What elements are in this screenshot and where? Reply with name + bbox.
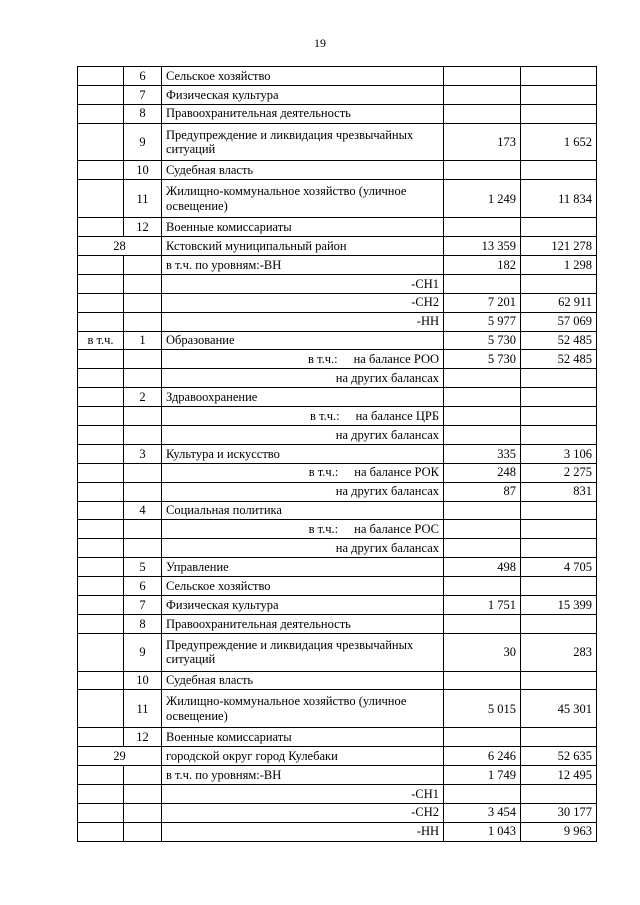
row-label: -ВН (259, 257, 282, 272)
code-cell (124, 784, 162, 803)
name-cell (162, 482, 444, 501)
table-row (78, 595, 597, 614)
row-prefix: в т.ч.: (308, 465, 339, 480)
name-cell (162, 123, 444, 161)
row-label: -ВН (259, 767, 282, 782)
value-cell-2: 9 963 (521, 822, 597, 841)
table-row (78, 85, 597, 104)
row-label: Военные комиссариаты (166, 729, 292, 744)
row-number-cell: 28 (78, 237, 162, 256)
value-cell-2: 11 834 (521, 180, 597, 218)
value-cell-2: 1 298 (521, 255, 597, 274)
value-cell-2 (521, 67, 597, 86)
name-cell (162, 237, 444, 256)
table-row (78, 312, 597, 331)
table-row (78, 255, 597, 274)
value-cell-2 (521, 520, 597, 539)
code-cell: 11 (124, 690, 162, 728)
name-cell (162, 671, 444, 690)
value-cell-1: 5 730 (444, 350, 521, 369)
value-cell-1: 1 751 (444, 595, 521, 614)
row-label: на других балансах (335, 427, 439, 442)
name-cell (162, 350, 444, 369)
value-cell-1 (444, 388, 521, 407)
value-cell-2 (521, 388, 597, 407)
code-cell: 10 (124, 671, 162, 690)
row-label: Правоохранительная деятельность (166, 106, 351, 121)
row-number-cell (78, 369, 124, 388)
name-cell (162, 104, 444, 123)
code-cell (124, 312, 162, 331)
code-cell: 5 (124, 558, 162, 577)
row-label: Жилищно-коммунальное хозяйство (уличное освещение) (166, 184, 407, 213)
value-cell-2: 12 495 (521, 766, 597, 785)
code-cell: 6 (124, 67, 162, 86)
value-cell-2: 57 069 (521, 312, 597, 331)
table-row (78, 407, 597, 426)
table-row (78, 728, 597, 747)
value-cell-2 (521, 85, 597, 104)
name-cell (162, 463, 444, 482)
code-cell: 9 (124, 633, 162, 671)
name-cell (162, 312, 444, 331)
row-number-cell (78, 218, 124, 237)
row-prefix: в т.ч.: (308, 522, 339, 537)
table-row (78, 331, 597, 350)
row-number-cell (78, 104, 124, 123)
table-row (78, 803, 597, 822)
row-prefix: в т.ч.: (308, 352, 338, 367)
row-number-cell (78, 274, 124, 293)
row-label: -СН1 (411, 786, 439, 801)
row-number-cell (78, 803, 124, 822)
name-cell (162, 747, 444, 766)
table-row (78, 104, 597, 123)
value-cell-1: 5 015 (444, 690, 521, 728)
table-row (78, 161, 597, 180)
table-body (78, 67, 597, 842)
name-cell (162, 539, 444, 558)
row-label: на балансе РОО (353, 352, 439, 367)
row-label: -НН (416, 824, 439, 839)
row-prefix: в т.ч.: (310, 408, 340, 423)
code-cell (124, 539, 162, 558)
name-cell (162, 595, 444, 614)
table-row (78, 293, 597, 312)
name-cell (162, 822, 444, 841)
row-number-cell (78, 180, 124, 218)
balance-line (166, 522, 439, 537)
row-label: Образование (166, 333, 235, 348)
value-cell-1 (444, 407, 521, 426)
table-row (78, 123, 597, 161)
code-cell (124, 482, 162, 501)
name-cell (162, 218, 444, 237)
row-label: Жилищно-коммунальное хозяйство (уличное освещение) (166, 694, 407, 723)
code-cell (124, 766, 162, 785)
value-cell-1 (444, 520, 521, 539)
table-row (78, 614, 597, 633)
name-cell (162, 255, 444, 274)
code-cell (124, 425, 162, 444)
value-cell-1: 182 (444, 255, 521, 274)
table-row (78, 747, 597, 766)
value-cell-2 (521, 577, 597, 596)
value-cell-1: 1 249 (444, 180, 521, 218)
name-cell (162, 161, 444, 180)
budget-table (77, 66, 597, 842)
row-label: на других балансах (335, 540, 439, 555)
row-number-cell (78, 614, 124, 633)
name-cell (162, 274, 444, 293)
code-cell (124, 520, 162, 539)
row-number-cell (78, 85, 124, 104)
row-label: Сельское хозяйство (166, 578, 271, 593)
name-cell (162, 407, 444, 426)
value-cell-1 (444, 67, 521, 86)
table-row (78, 520, 597, 539)
value-cell-1: 7 201 (444, 293, 521, 312)
name-cell (162, 67, 444, 86)
table-row (78, 180, 597, 218)
row-number-cell (78, 822, 124, 841)
value-cell-1: 5 977 (444, 312, 521, 331)
value-cell-1 (444, 274, 521, 293)
value-cell-2: 1 652 (521, 123, 597, 161)
name-cell (162, 803, 444, 822)
value-cell-2: 52 485 (521, 350, 597, 369)
code-cell: 2 (124, 388, 162, 407)
table-row (78, 690, 597, 728)
code-cell: 8 (124, 614, 162, 633)
row-number-cell (78, 633, 124, 671)
row-number-cell (78, 558, 124, 577)
row-label: Сельское хозяйство (166, 68, 271, 83)
value-cell-2: 15 399 (521, 595, 597, 614)
row-label: на балансе РОС (354, 522, 439, 537)
value-cell-1 (444, 784, 521, 803)
table-row (78, 501, 597, 520)
row-label: Военные комиссариаты (166, 219, 292, 234)
value-cell-1: 1 043 (444, 822, 521, 841)
name-cell (162, 85, 444, 104)
name-cell (162, 520, 444, 539)
value-cell-2: 4 705 (521, 558, 597, 577)
row-label: на других балансах (335, 370, 439, 385)
value-cell-1 (444, 728, 521, 747)
table-row (78, 463, 597, 482)
code-cell: 9 (124, 123, 162, 161)
value-cell-2 (521, 369, 597, 388)
row-number-cell (78, 463, 124, 482)
balance-line (166, 409, 439, 424)
name-cell (162, 614, 444, 633)
row-label: Здравоохранение (166, 389, 258, 404)
code-cell (124, 822, 162, 841)
name-cell (162, 501, 444, 520)
table-row (78, 218, 597, 237)
value-cell-2: 62 911 (521, 293, 597, 312)
table-row (78, 67, 597, 86)
row-label: Предупреждение и ликвидация чрезвычайных ситуаций (166, 127, 414, 157)
code-cell: 7 (124, 85, 162, 104)
row-label: Управление (166, 559, 229, 574)
row-number-cell (78, 255, 124, 274)
row-prefix: в т.ч. по уровням: (166, 767, 260, 782)
value-cell-2 (521, 161, 597, 180)
row-number-cell (78, 350, 124, 369)
table-row (78, 482, 597, 501)
code-cell: 10 (124, 161, 162, 180)
value-cell-1 (444, 671, 521, 690)
row-number-cell (78, 577, 124, 596)
value-cell-2 (521, 671, 597, 690)
row-label: -СН2 (411, 295, 439, 310)
value-cell-1 (444, 539, 521, 558)
row-number-cell (78, 671, 124, 690)
row-number-cell (78, 482, 124, 501)
name-cell (162, 425, 444, 444)
row-number-cell (78, 690, 124, 728)
table-row (78, 237, 597, 256)
row-number-cell (78, 766, 124, 785)
row-label: на балансе ЦРБ (355, 408, 439, 423)
row-number-cell: в т.ч. (78, 331, 124, 350)
table-row (78, 444, 597, 463)
code-cell (124, 255, 162, 274)
table-row (78, 671, 597, 690)
table-row (78, 577, 597, 596)
row-label: Судебная власть (166, 163, 254, 178)
table-row (78, 822, 597, 841)
row-label: Физическая культура (166, 87, 279, 102)
value-cell-2 (521, 274, 597, 293)
value-cell-1: 5 730 (444, 331, 521, 350)
value-cell-1: 87 (444, 482, 521, 501)
code-cell (124, 350, 162, 369)
value-cell-1 (444, 85, 521, 104)
value-cell-2: 52 485 (521, 331, 597, 350)
value-cell-2 (521, 501, 597, 520)
value-cell-2: 283 (521, 633, 597, 671)
row-label: -НН (416, 314, 439, 329)
name-cell (162, 633, 444, 671)
table-row (78, 388, 597, 407)
row-number-cell (78, 67, 124, 86)
name-cell (162, 180, 444, 218)
code-cell: 12 (124, 218, 162, 237)
value-cell-1: 3 454 (444, 803, 521, 822)
row-number-cell (78, 161, 124, 180)
code-cell: 7 (124, 595, 162, 614)
value-cell-2 (521, 728, 597, 747)
balance-line (166, 465, 439, 480)
row-label: Культура и искусство (166, 446, 280, 461)
row-number-cell (78, 501, 124, 520)
value-cell-1: 1 749 (444, 766, 521, 785)
value-cell-2: 30 177 (521, 803, 597, 822)
value-cell-1 (444, 501, 521, 520)
row-label: на балансе РОК (354, 465, 439, 480)
row-number-cell (78, 293, 124, 312)
levels-line (166, 258, 439, 273)
row-label: Социальная политика (166, 503, 282, 518)
value-cell-1 (444, 161, 521, 180)
value-cell-1 (444, 369, 521, 388)
row-label: городской округ город Кулебаки (166, 748, 338, 763)
value-cell-2: 121 278 (521, 237, 597, 256)
code-cell: 1 (124, 331, 162, 350)
code-cell: 8 (124, 104, 162, 123)
row-number-cell (78, 784, 124, 803)
row-number-cell (78, 728, 124, 747)
row-label: Правоохранительная деятельность (166, 616, 351, 631)
row-number-cell (78, 539, 124, 558)
row-number-cell (78, 425, 124, 444)
table-row (78, 539, 597, 558)
row-number-cell (78, 388, 124, 407)
code-cell: 6 (124, 577, 162, 596)
code-cell (124, 293, 162, 312)
value-cell-2 (521, 539, 597, 558)
name-cell (162, 388, 444, 407)
value-cell-2: 2 275 (521, 463, 597, 482)
code-cell: 12 (124, 728, 162, 747)
value-cell-2: 52 635 (521, 747, 597, 766)
name-cell (162, 331, 444, 350)
value-cell-2: 3 106 (521, 444, 597, 463)
value-cell-2 (521, 407, 597, 426)
code-cell (124, 463, 162, 482)
row-number-cell: 29 (78, 747, 162, 766)
code-cell (124, 369, 162, 388)
row-label: Кстовский муниципальный район (166, 238, 347, 253)
code-cell (124, 274, 162, 293)
table-row (78, 633, 597, 671)
value-cell-1: 13 359 (444, 237, 521, 256)
value-cell-1 (444, 425, 521, 444)
table-row (78, 425, 597, 444)
value-cell-1: 498 (444, 558, 521, 577)
row-number-cell (78, 407, 124, 426)
name-cell (162, 728, 444, 747)
table-row (78, 558, 597, 577)
value-cell-2 (521, 784, 597, 803)
code-cell: 3 (124, 444, 162, 463)
balance-line (166, 352, 439, 367)
value-cell-1: 173 (444, 123, 521, 161)
value-cell-1 (444, 614, 521, 633)
value-cell-1 (444, 218, 521, 237)
code-cell: 11 (124, 180, 162, 218)
page-number: 19 (314, 36, 326, 50)
value-cell-2: 831 (521, 482, 597, 501)
code-cell: 4 (124, 501, 162, 520)
value-cell-1: 335 (444, 444, 521, 463)
row-number-cell (78, 520, 124, 539)
table-row (78, 784, 597, 803)
value-cell-1: 30 (444, 633, 521, 671)
value-cell-1: 248 (444, 463, 521, 482)
table-row (78, 766, 597, 785)
row-label: -СН1 (411, 276, 439, 291)
name-cell (162, 369, 444, 388)
name-cell (162, 293, 444, 312)
value-cell-2 (521, 218, 597, 237)
name-cell (162, 444, 444, 463)
row-label: на других балансах (335, 484, 439, 499)
value-cell-2: 45 301 (521, 690, 597, 728)
code-cell (124, 803, 162, 822)
row-label: Предупреждение и ликвидация чрезвычайных ситуаций (166, 637, 414, 667)
row-label: Судебная власть (166, 673, 254, 688)
row-number-cell (78, 444, 124, 463)
value-cell-1 (444, 577, 521, 596)
name-cell (162, 690, 444, 728)
value-cell-1 (444, 104, 521, 123)
value-cell-2 (521, 614, 597, 633)
row-prefix: в т.ч. по уровням: (166, 257, 260, 272)
name-cell (162, 784, 444, 803)
value-cell-2 (521, 425, 597, 444)
code-cell (124, 407, 162, 426)
row-label: Физическая культура (166, 597, 279, 612)
name-cell (162, 558, 444, 577)
row-number-cell (78, 595, 124, 614)
name-cell (162, 766, 444, 785)
row-number-cell (78, 123, 124, 161)
name-cell (162, 577, 444, 596)
levels-line (166, 768, 439, 783)
table-row (78, 274, 597, 293)
row-label: -СН2 (411, 805, 439, 820)
row-number-cell (78, 312, 124, 331)
table-row (78, 350, 597, 369)
value-cell-1: 6 246 (444, 747, 521, 766)
value-cell-2 (521, 104, 597, 123)
table-row (78, 369, 597, 388)
